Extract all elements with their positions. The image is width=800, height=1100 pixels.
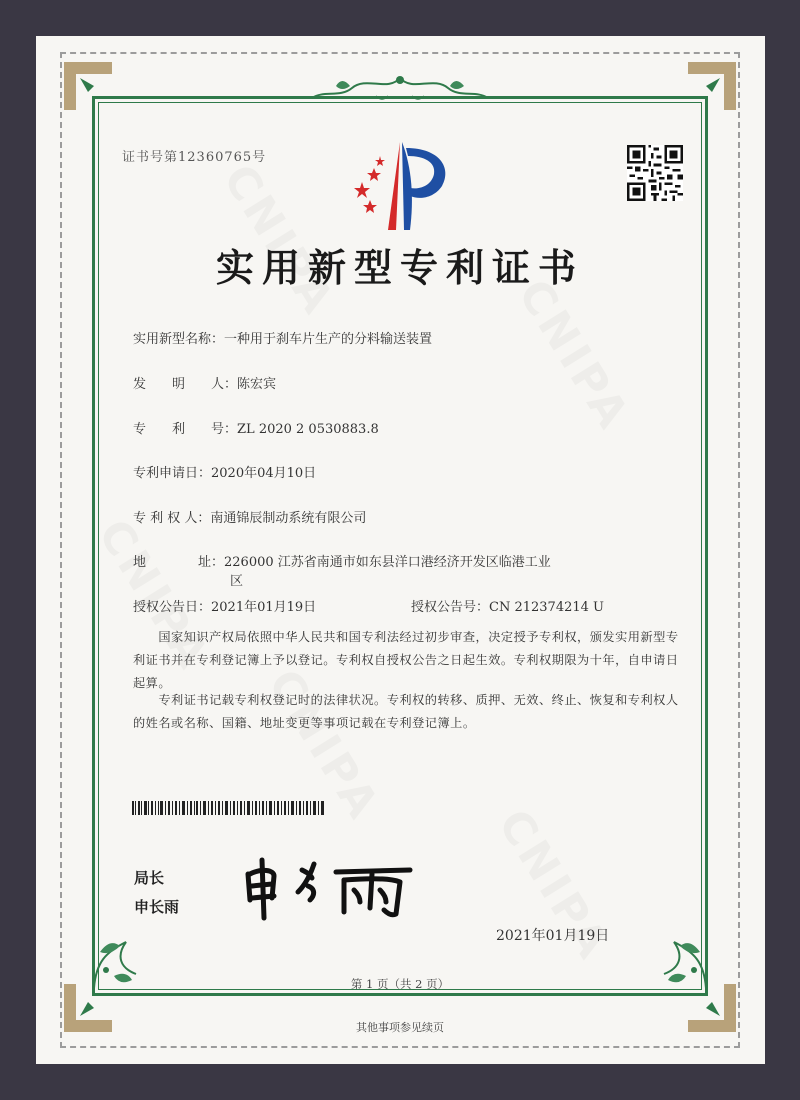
field-label: 专利申请日：: [133, 466, 212, 481]
qr-code-icon: [627, 145, 683, 201]
field-value: 南通锦辰制动系统有限公司: [210, 511, 367, 526]
field-value: CN 212374214 U: [489, 600, 604, 615]
barcode-icon: [132, 801, 324, 815]
field-grant-date: [133, 596, 316, 615]
continued-note: 其他事项参见续页: [356, 1021, 444, 1034]
handwritten-signature: [240, 852, 420, 922]
statement-paragraph-1: 国家知识产权局依照中华人民共和国专利法经过初步审查，决定授予专利权，颁发实用新型专利证书并在专利登记簿上予以登记。专利权自授权公告之日起生效。专利权期限为十年，自申请日起算。: [133, 630, 679, 690]
field-value: ZL 2020 2 0530883.8: [237, 422, 379, 437]
field-utility-model-name: [133, 328, 432, 347]
floral-ornament-icon: [296, 72, 504, 112]
field-address-continued: [230, 570, 243, 589]
certificate-number: 证书号第12360765号: [122, 150, 267, 165]
field-label: 授权公告号：: [411, 600, 490, 615]
field-label: 地 址：: [133, 555, 225, 570]
field-label: 发 明 人：: [133, 377, 238, 392]
corner-ornament-icon: [688, 62, 736, 110]
field-address: [133, 551, 551, 570]
field-value: 陈宏宾: [237, 377, 277, 392]
field-patent-number: [133, 418, 379, 437]
field-value: 区: [230, 574, 244, 589]
field-application-date: [133, 462, 316, 481]
field-label: 授权公告日：: [133, 600, 212, 615]
field-grant-number: [411, 596, 604, 615]
field-label: 专 利 号：: [133, 422, 238, 437]
issue-date: 2021年01月19日: [496, 928, 610, 944]
cnipa-logo-icon: [344, 138, 456, 234]
field-patentee: [133, 507, 366, 526]
field-value: 2020年04月10日: [211, 466, 317, 481]
field-value: 一种用于刹车片生产的分料输送装置: [224, 332, 433, 347]
field-label: 专 利 权 人：: [133, 511, 211, 526]
statement-paragraph-2: 专利证书记载专利权登记时的法律状况。专利权的转移、质押、无效、终止、恢复和专利权人的姓名或名称、国籍、地址变更等事项记载在专利登记簿上。: [133, 693, 679, 730]
field-value: 2021年01月19日: [211, 600, 317, 615]
page-indicator: 第 1 页（共 2 页）: [350, 977, 450, 991]
certificate-title: 实用新型专利证书: [215, 245, 584, 290]
director-title-label: 局长: [134, 869, 165, 887]
field-value: 226000 江苏省南通市如东县洋口港经济开发区临港工业: [224, 555, 551, 570]
corner-ornament-icon: [64, 62, 112, 110]
director-name-label: 申长雨: [134, 898, 180, 916]
field-inventor: [133, 373, 276, 392]
field-label: 实用新型名称：: [133, 332, 225, 347]
